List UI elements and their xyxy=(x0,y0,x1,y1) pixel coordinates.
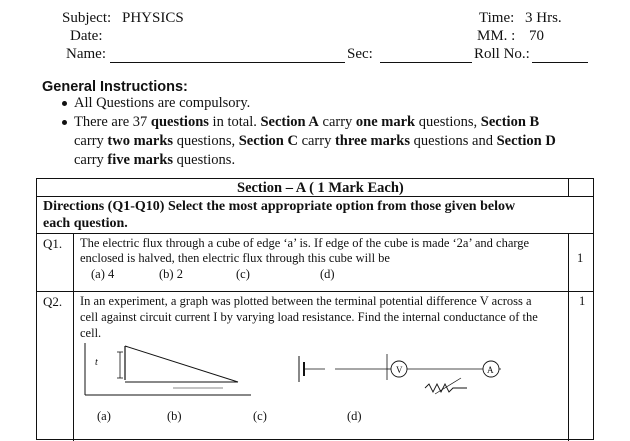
sec-blank xyxy=(380,62,472,63)
q1-option-d: (d) xyxy=(320,267,335,281)
row-divider xyxy=(37,291,593,292)
subject-label: Subject: xyxy=(62,10,112,26)
row-divider xyxy=(37,233,593,234)
mm-value: 70 xyxy=(529,28,544,44)
subject-value: PHYSICS xyxy=(122,10,184,26)
ammeter-label: A xyxy=(487,365,494,375)
instruction-1: All Questions are compulsory. xyxy=(74,95,251,111)
q1-text-line1: The electric flux through a cube of edge ‘a’ is. If edge of the cube is made ‘2a’ and charge xyxy=(80,236,530,250)
bullet-dot xyxy=(62,120,67,125)
sec-label: Sec: xyxy=(347,46,373,62)
instructions-title: General Instructions: xyxy=(42,79,188,95)
date-label: Date: xyxy=(70,28,103,44)
q1-number: Q1. xyxy=(43,236,63,251)
q1-marks: 1 xyxy=(577,251,584,265)
q2-option-d: (d) xyxy=(347,409,362,423)
voltmeter-label: V xyxy=(396,365,403,375)
graph-y-label: t xyxy=(95,357,98,368)
bullet-dot xyxy=(62,101,67,106)
q1-text-line2: enclosed is halved, then electric flux through this cube will be xyxy=(80,251,390,265)
q2-option-a: (a) xyxy=(97,409,111,423)
time-label: Time: xyxy=(479,10,515,26)
col-divider xyxy=(73,233,74,441)
roll-blank xyxy=(532,62,588,63)
col-divider xyxy=(568,233,569,441)
question-table xyxy=(36,178,594,440)
q1-option-b: (b) 2 xyxy=(159,267,183,281)
q2-marks: 1 xyxy=(579,294,586,308)
col-divider xyxy=(568,179,569,196)
section-heading: Section – A ( 1 Mark Each) xyxy=(237,180,404,196)
q2-circuit-figure xyxy=(295,342,505,397)
q2-graph-figure xyxy=(83,342,253,397)
time-value: 3 Hrs. xyxy=(525,10,562,26)
instruction-2-line1: There are 37 questions in total. Section A carry one mark questions, Section B xyxy=(74,114,540,130)
name-label: Name: xyxy=(66,46,106,62)
q2-text-line3: cell. xyxy=(80,326,102,340)
directions-line1: Directions (Q1-Q10) Select the most appropriate option from those given below xyxy=(43,199,516,214)
name-blank xyxy=(110,62,345,63)
q2-number: Q2. xyxy=(43,294,63,309)
q1-option-c: (c) xyxy=(236,267,250,281)
mm-label: MM. : xyxy=(477,28,516,44)
q2-text-line2: cell against circuit current I by varying load resistance. Find the internal conductance of the xyxy=(80,310,538,324)
q1-option-a: (a) 4 xyxy=(91,267,115,281)
instruction-2-line3: carry five marks questions. xyxy=(74,152,236,168)
roll-label: Roll No.: xyxy=(474,46,530,62)
q2-option-c: (c) xyxy=(253,409,267,423)
instruction-2-line2: carry two marks questions, Section C carry three marks questions and Section D xyxy=(74,133,556,149)
q2-option-b: (b) xyxy=(167,409,182,423)
directions-line2: each question. xyxy=(43,216,128,231)
q2-text-line1: In an experiment, a graph was plotted between the terminal potential difference V across a xyxy=(80,294,532,308)
